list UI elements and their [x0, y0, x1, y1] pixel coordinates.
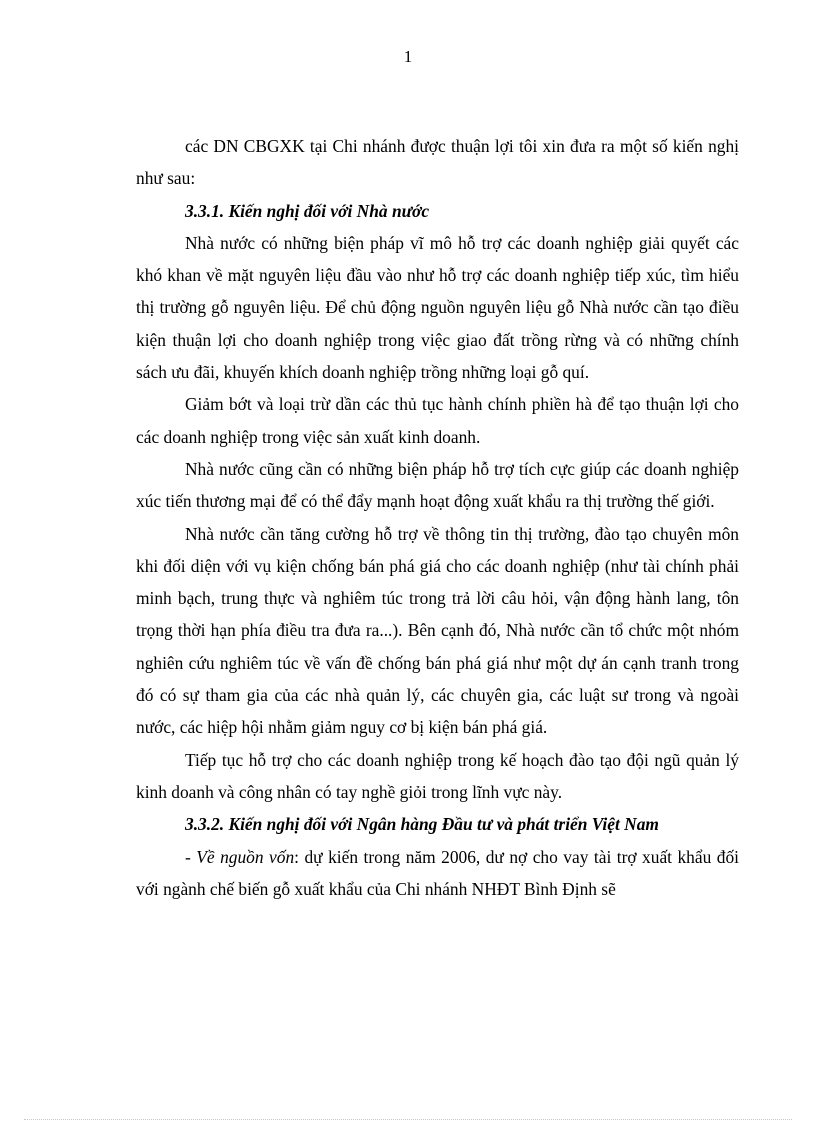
paragraph-anti-dumping: Nhà nước cần tăng cường hỗ trợ về thông tin thị trường, đào tạo chuyên môn khi đối diện với vụ kiện chống bán phá giá cho các doanh nghiệp (như tài chính phải minh bạch, trung thực và nghiêm túc trong trả lời câu hỏi, vận động hành lang, tôn trọng thời hạn phía điều tra đưa ra...). Bên cạnh đó, Nhà nước cần tổ chức một nhóm nghiên cứu nghiêm túc về vấn đề chống bán phá giá như một dự án cạnh tranh trong đó có sự tham gia của các nhà quản lý, các chuyên gia, các luật sư trong và ngoài nước, các hiệp hội nhằm giảm nguy cơ bị kiện bán phá giá.	[136, 523, 739, 738]
capital-lead: - Về nguồn vốn	[185, 846, 295, 867]
page-number: 1	[403, 47, 413, 66]
section-heading-3-3-2: 3.3.2. Kiến nghị đối với Ngân hàng Đầu tư và phát triển Việt Nam	[185, 814, 659, 835]
paragraph-intro: các DN CBGXK tại Chi nhánh được thuận lợi tôi xin đưa ra một số kiến nghị như sau:	[136, 136, 739, 189]
document-body	[136, 130, 739, 905]
section-heading-3-3-1: 3.3.1. Kiến nghị đối với Nhà nước	[185, 200, 430, 221]
paragraph-training: Tiếp tục hỗ trợ cho các doanh nghiệp trong kế hoạch đào tạo đội ngũ quản lý kinh doanh và công nhân có tay nghề giỏi trong lĩnh vực này.	[136, 749, 739, 802]
paragraph-trade-promotion: Nhà nước cũng cần có những biện pháp hỗ trợ tích cực giúp các doanh nghiệp xúc tiến thương mại để có thể đẩy mạnh hoạt động xuất khẩu ra thị trường thế giới.	[136, 458, 739, 512]
paragraph-capital	[136, 841, 739, 906]
capital-text: : dự kiến trong năm 2006, dư nợ cho vay tài trợ xuất khẩu đối với ngành chế biến gỗ xuất khẩu của Chi nhánh NHĐT Bình Định sẽ	[136, 846, 739, 899]
paragraph-administrative-procedures: Giảm bớt và loại trừ dần các thủ tục hành chính phiền hà để tạo thuận lợi cho các doanh nghiệp trong việc sản xuất kinh doanh.	[136, 394, 739, 447]
paragraph-raw-materials: Nhà nước có những biện pháp vĩ mô hỗ trợ các doanh nghiệp giải quyết các khó khan về mặt nguyên liệu đầu vào như hỗ trợ các doanh nghiệp tiếp xúc, tìm hiểu thị trường gỗ nguyên liệu. Để chủ động nguồn nguyên liệu gỗ Nhà nước cần tạo điều kiện thuận lợi cho doanh nghiệp trong việc giao đất trồng rừng và có những chính sách ưu đãi, khuyến khích doanh nghiệp trồng những loại gỗ quí.	[136, 232, 739, 383]
page-bottom-rule	[24, 1119, 792, 1120]
